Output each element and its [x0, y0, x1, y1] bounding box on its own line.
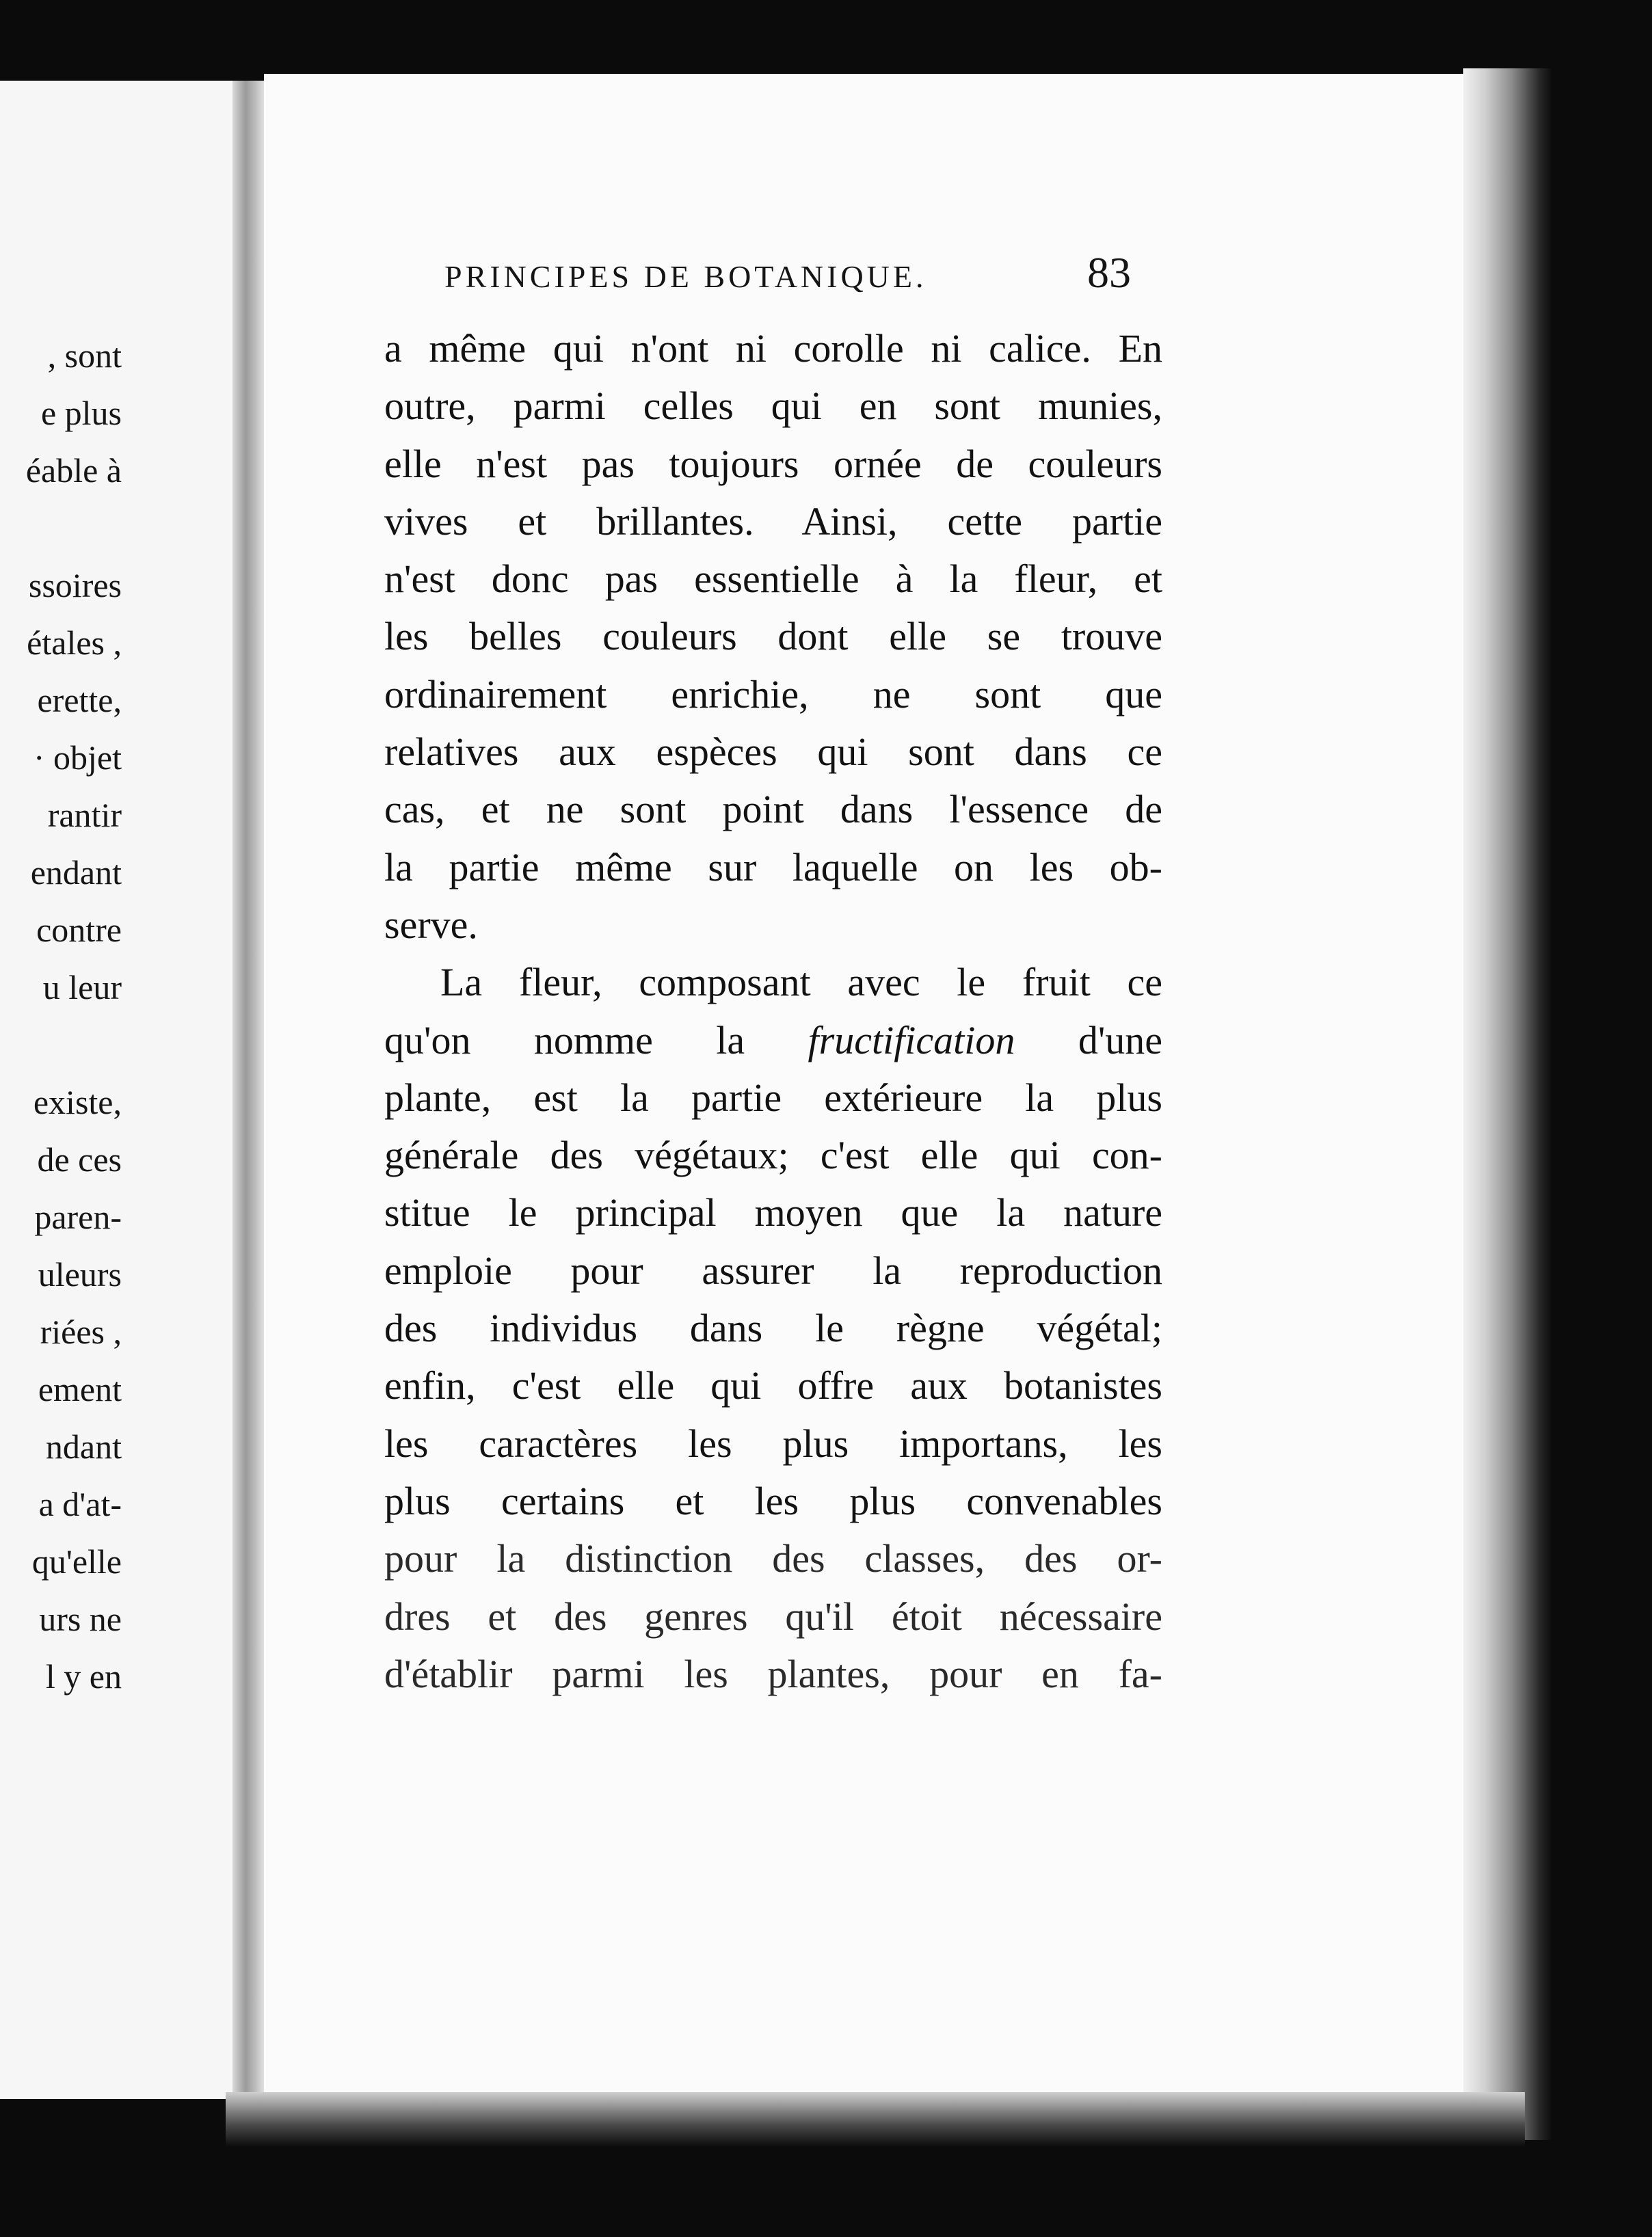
text-line: serve. [384, 902, 478, 947]
page-edge-shadow [1463, 68, 1552, 2140]
paragraph-first-line: La fleur, composant avec le fruit ce [440, 960, 1162, 1005]
left-line: éable à [25, 451, 122, 490]
text-line: les caractères les plus importans, les [384, 1421, 1162, 1466]
left-line: qu'elle [31, 1542, 122, 1581]
text-line: relatives aux espèces qui sont dans ce [384, 729, 1162, 775]
left-line: riées , [40, 1313, 122, 1351]
left-line: erette, [37, 681, 122, 719]
text-line: outre, parmi celles qui en sont munies, [384, 384, 1162, 429]
text-line: n'est donc pas essentielle à la fleur, et [384, 557, 1162, 602]
text-line: des individus dans le règne végétal; [384, 1306, 1162, 1351]
book-gutter [232, 81, 265, 2099]
left-line: uleurs [38, 1255, 122, 1294]
left-line: l y en [45, 1657, 122, 1696]
left-line: a d'at- [38, 1485, 122, 1523]
page-body-text [384, 320, 1162, 1703]
left-line: paren- [34, 1198, 122, 1236]
text-line: elle n'est pas toujours ornée de couleurs [384, 441, 1162, 486]
left-line: ement [38, 1370, 122, 1408]
left-line-gap [0, 499, 122, 557]
text-run: qu'on nomme la [384, 1017, 745, 1062]
text-run: d'une [1078, 1017, 1163, 1062]
left-line: rantir [47, 796, 122, 834]
bottom-edge-shadow [226, 2092, 1525, 2147]
text-line: emploie pour assurer la reproduction [384, 1248, 1162, 1293]
text-line: plus certains et les plus convenables [384, 1478, 1162, 1523]
left-line-gap [0, 1016, 122, 1073]
left-line: endant [30, 853, 122, 892]
page-number: 83 [1087, 248, 1131, 297]
text-line: enfin, c'est elle qui offre aux botanistes [384, 1363, 1162, 1408]
text-line: d'établir parmi les plantes, pour en fa- [384, 1651, 1162, 1696]
text-line: générale des végétaux; c'est elle qui con- [384, 1133, 1162, 1178]
left-page-text [0, 327, 122, 1705]
left-line: existe, [33, 1083, 122, 1121]
text-line-with-italic [384, 1012, 1162, 1069]
text-line: dres et des genres qu'il étoit nécessaire [384, 1594, 1162, 1639]
text-line: les belles couleurs dont elle se trouve [384, 614, 1162, 659]
left-line: de ces [37, 1140, 122, 1179]
left-line: u leur [42, 968, 122, 1006]
running-head: PRINCIPES DE BOTANIQUE. [444, 259, 927, 294]
text-line: vives et brillantes. Ainsi, cette partie [384, 498, 1162, 544]
left-line: ndant [45, 1428, 122, 1466]
left-line: ssoires [28, 566, 122, 604]
left-line: · objet [33, 738, 122, 777]
left-line: contre [36, 911, 122, 949]
italic-term: fructification [808, 1017, 1015, 1062]
text-line: la partie même sur laquelle on les ob- [384, 844, 1162, 889]
text-line: cas, et ne sont point dans l'essence de [384, 787, 1162, 832]
left-line: e plus [40, 394, 122, 432]
left-line: étales , [27, 624, 122, 662]
text-line: pour la distinction des classes, des or- [384, 1536, 1162, 1581]
text-line: a même qui n'ont ni corolle ni calice. En [384, 326, 1162, 371]
left-line: urs ne [39, 1600, 122, 1638]
text-line: plante, est la partie extérieure la plus [384, 1075, 1162, 1120]
text-line: stitue le principal moyen que la nature [384, 1190, 1162, 1235]
text-line: ordinairement enrichie, ne sont que [384, 671, 1162, 716]
left-line: , sont [47, 336, 122, 375]
